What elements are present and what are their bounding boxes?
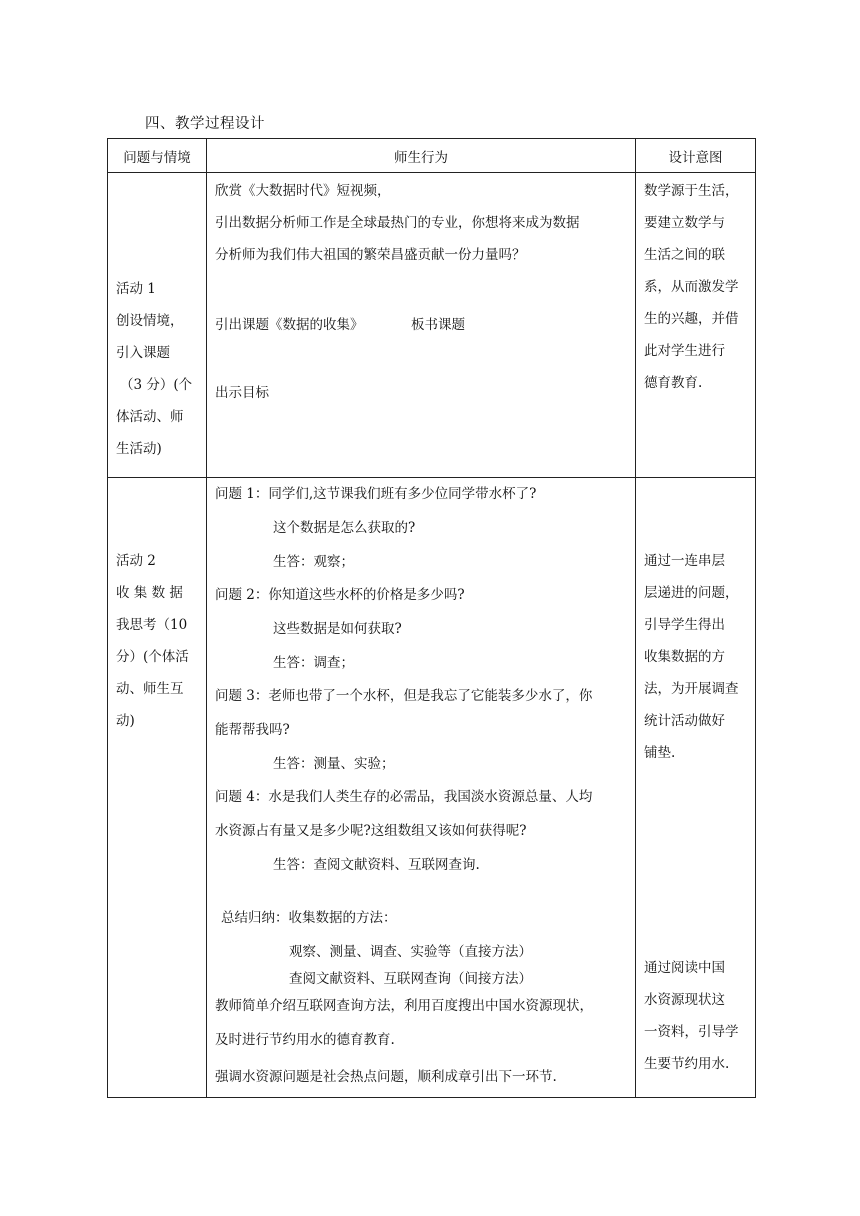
activity-2-label-line: 我思考（10 <box>116 617 188 633</box>
activity-1-behavior-line: 出示目标 <box>215 385 269 401</box>
activity-2-behavior-cell <box>207 478 636 1098</box>
header-row <box>108 139 756 173</box>
activity-2-intent-line: 生要节约用水. <box>644 1056 730 1072</box>
activity-2-behavior-line: 强调水资源问题是社会热点问题，顺利成章引出下一环节. <box>215 1069 557 1085</box>
activity-1-intent-line: 此对学生进行 <box>644 343 725 359</box>
activity-2-intent-line: 引导学生得出 <box>644 617 725 633</box>
lesson-design-table <box>107 138 756 1098</box>
activity-1-intent-cell <box>636 173 756 478</box>
activity-1-behavior-line: 引出课题《数据的收集》 <box>215 317 364 333</box>
activity-2-label-line: 分）(个体活 <box>116 649 189 665</box>
activity-2-behavior-line: 问题 1：同学们,这节课我们班有多少位同学带水杯了? <box>215 486 537 502</box>
activity-2-intent-line: 通过阅读中国 <box>644 960 725 976</box>
activity-2-intent-line: 铺垫. <box>644 745 676 761</box>
activity-1-behavior-line: 分析师为我们伟大祖国的繁荣昌盛贡献一份力量吗？ <box>215 247 526 263</box>
activity-1-behavior-cell <box>207 173 636 478</box>
activity-2-behavior-line: 问题 4：水是我们人类生存的必需品，我国淡水资源总量、人均 <box>215 789 593 805</box>
activity-2-label-line: 收 集 数 据 <box>116 585 183 601</box>
section-title: 四、教学过程设计 <box>145 116 265 132</box>
activity-2-label-cell <box>108 478 207 1098</box>
activity-2-behavior-line: 生答：观察； <box>273 554 354 570</box>
activity-2-intent-cell <box>636 478 756 1098</box>
activity-1-intent-line: 数学源于生活， <box>644 183 739 199</box>
activity-2-behavior-line: 及时进行节约用水的德育教育. <box>215 1032 395 1048</box>
activity-2-intent-line: 一资料，引导学 <box>644 1024 739 1040</box>
activity-1-behavior-line: 欣赏《大数据时代》短视频， <box>215 183 391 199</box>
activity-1-label-line: 活动 1 <box>116 281 156 297</box>
activity-2-intent-line: 法，为开展调查 <box>644 681 739 697</box>
activity-2-label-line: 动、师生互 <box>116 681 184 697</box>
activity-1-behavior-line: 引出数据分析师工作是全球最热门的专业，你想将来成为数据 <box>215 215 580 231</box>
activity-1-label-line: 体活动、师 <box>116 409 184 425</box>
activity-2-intent-line: 水资源现状这 <box>644 992 725 1008</box>
header-teacher-student-behavior: 师生行为 <box>207 139 636 173</box>
activity-1-behavior-line: 板书课题 <box>411 317 465 333</box>
activity-2-intent-line: 层递进的问题， <box>644 585 739 601</box>
activity-2-behavior-line: 水资源占有量又是多少呢?这组数组又该如何获得呢? <box>215 823 527 839</box>
activity-1-intent-line: 生的兴趣，并借 <box>644 311 739 327</box>
activity-2-intent-line: 统计活动做好 <box>644 713 725 729</box>
activity-1-label-line: （3 分）(个 <box>120 377 193 393</box>
table-row-activity-1 <box>108 173 756 478</box>
activity-2-behavior-line: 查阅文献资料、互联网查询（间接方法） <box>289 971 532 987</box>
activity-2-behavior-line: 教师简单介绍互联网查询方法，利用百度搜出中国水资源现状， <box>215 998 593 1014</box>
activity-2-behavior-line: 生答：测量、实验； <box>273 756 395 772</box>
activity-2-behavior-line: 能帮帮我吗? <box>215 722 290 738</box>
header-problem-situation: 问题与情境 <box>108 139 207 173</box>
activity-1-intent-line: 要建立数学与 <box>644 215 725 231</box>
activity-2-intent-line: 收集数据的方 <box>644 649 725 665</box>
activity-2-behavior-line: 生答：调查； <box>273 655 354 671</box>
activity-1-intent-line: 德育教育. <box>644 375 703 391</box>
activity-2-behavior-line: 这个数据是怎么获取的? <box>273 520 416 536</box>
table-row-activity-2 <box>108 478 756 1098</box>
activity-2-behavior-line: 这些数据是如何获取? <box>273 621 402 637</box>
activity-1-intent-line: 系，从而激发学 <box>644 279 739 295</box>
activity-1-label-cell <box>108 173 207 478</box>
activity-1-intent-line: 生活之间的联 <box>644 247 725 263</box>
activity-2-behavior-line: 生答：查阅文献资料、互联网查询. <box>273 857 480 873</box>
activity-2-behavior-line: 问题 3：老师也带了一个水杯，但是我忘了它能装多少水了，你 <box>215 688 593 704</box>
activity-1-label-line: 创设情境， <box>116 313 184 329</box>
activity-2-label-line: 活动 2 <box>116 553 156 569</box>
activity-2-behavior-line: 问题 2：你知道这些水杯的价格是多少吗? <box>215 587 465 603</box>
activity-2-label-line: 动) <box>116 713 135 729</box>
header-design-intent: 设计意图 <box>636 139 756 173</box>
activity-2-behavior-line: 观察、测量、调查、实验等（直接方法） <box>289 944 532 960</box>
activity-1-label-line: 引入课题 <box>116 345 170 361</box>
activity-2-behavior-line: 总结归纳：收集数据的方法： <box>221 910 397 926</box>
activity-1-label-line: 生活动) <box>116 441 162 457</box>
activity-2-intent-line: 通过一连串层 <box>644 553 725 569</box>
